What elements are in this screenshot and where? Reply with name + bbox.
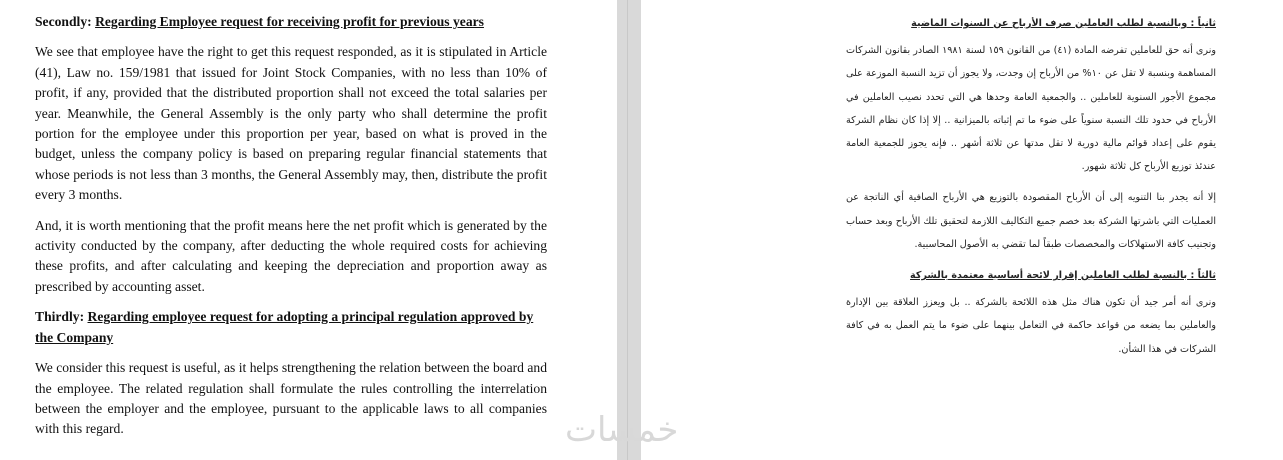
paragraph: إلا أنه يجدر بنا التنويه إلى أن الأرباح المقصودة بالتوزيع هي الأرباح الصافية أي الناتجة عن العمليات التي باشرتها الشركة بعد خصم جميع التكاليف اللازمة لتحقيق تلك الأرباح وبعد حساب وتجنيب كافة الاستهلاكات والمخصصات طبقاً لما تقضي به الأصول المحاسبية.	[846, 192, 1216, 250]
english-text-column	[35, 12, 547, 450]
section-title: Regarding Employee request for receiving profit for previous years	[95, 14, 484, 29]
paragraph: We consider this request is useful, as it helps strengthening the relation between the board and the employee. The related regulation shall formulate the rules controlling the interrelation between the employer and the employee, pursuant to the applicable laws to all companies with this regard.	[35, 360, 547, 437]
section-prefix: Thirdly:	[35, 309, 85, 325]
section-title: Regarding employee request for adopting a principal regulation approved by the Company	[35, 309, 534, 345]
paragraph: And, it is worth mentioning that the profit means here the net profit which is generated by the activity conducted by the company, after deducting the whole required costs for achieving these profits, and after calculating and keeping the depreciation and proportion away as prescribed by accounting asset.	[35, 217, 547, 294]
section-heading-thanian: ثانياً : وبالنسبة لطلب العاملين صرف الأرباح عن السنوات الماضية	[911, 18, 1216, 29]
english-translation-page	[0, 0, 617, 460]
page-gap-divider	[627, 0, 628, 460]
arabic-text-column	[846, 12, 1216, 369]
paragraph: ونرى أنه حق للعاملين تفرضه المادة (٤١) من القانون ١٥٩ لسنة ١٩٨١ الصادر بقانون الشركات المساهمة وبنسبة لا تقل عن ١٠% من الأرباح إن وجدت، ولا يجوز أن تزيد النسبة الموزعة على مجموع الأجور السنوية للعاملين .. والجمعية العامة وحدها هي التي تحدد نصيب العاملين في الأرباح في حدود تلك النسبة سنوياً على ضوء ما تم إثباته بالميزانية .. إلا إذا كان نظام الشركة يقوم على إعداد قوائم مالية دورية لا تقل مدتها عن ثلاثة أشهر .. فإنه يجوز للجمعية العامة عندئذ توزيع الأرباح كل ثلاثة شهور.	[846, 45, 1217, 173]
watermark-logo: خمسات	[565, 410, 679, 450]
section-heading-thalithan: ثالثاً : بالنسبة لطلب العاملين إقرار لائحة أساسية معتمدة بالشركة	[910, 270, 1216, 282]
section-heading-secondly	[35, 12, 547, 32]
paragraph: We see that employee have the right to get this request responded, as it is stipulated in Article (41), Law no. 159/1981 that issued for Joint Stock Companies, with no less than 10% of profit, if any, provided that the distributed proportion shall not exceed the total salaries per year. Meanwhile, the General Assembly is the only party who shall determine the profit portion for the employee under this proportion per year, based on what is proved in the budget, unless the company policy is based on preparing regular financial statements that whose periods is not less than 3 months, the General Assembly may, then, distribute the profit every 3 months.	[35, 44, 547, 203]
section-prefix: Secondly:	[35, 14, 92, 29]
section-heading-thirdly	[35, 307, 547, 348]
paragraph: ونرى أنه أمر جيد أن تكون هناك مثل هذه اللائحة بالشركة .. بل ويعزز العلاقة بين الإدارة والعاملين بما يضعه من قواعد حاكمة في التعامل بينهما على ضوء ما يتم العمل به في كافة الشركات في هذا الشأن.	[846, 297, 1216, 355]
arabic-original-page	[641, 0, 1283, 460]
